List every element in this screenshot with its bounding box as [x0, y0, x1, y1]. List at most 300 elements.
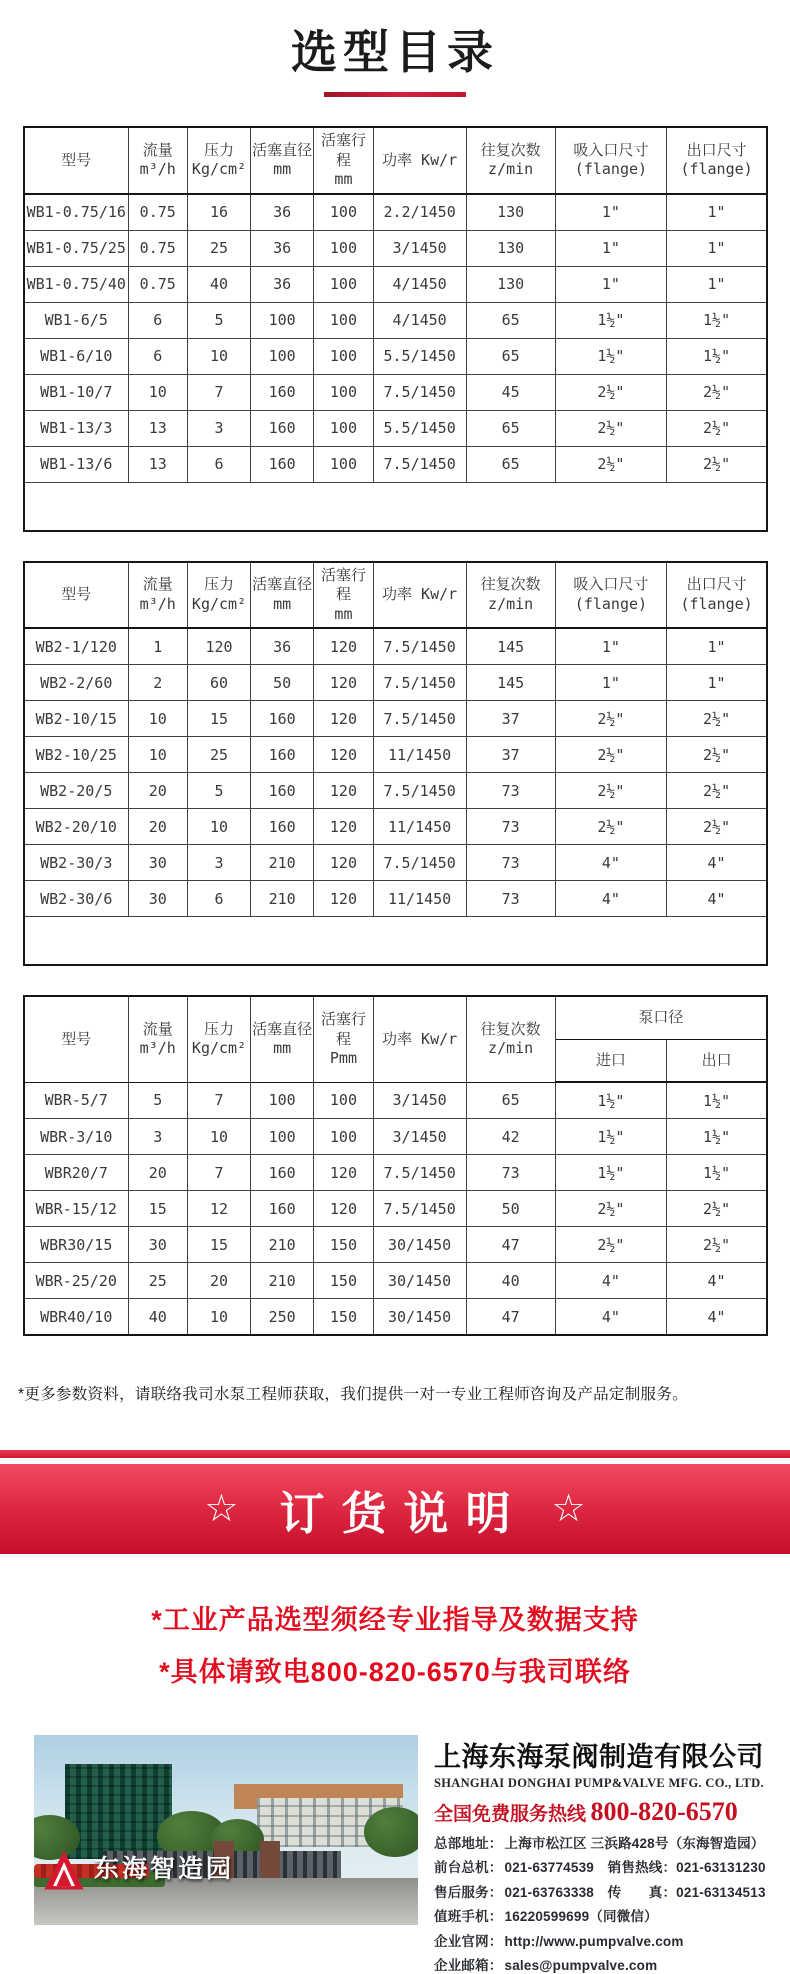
value-cell: 100	[251, 338, 314, 374]
value-cell: 7.5/1450	[373, 665, 466, 701]
value-cell: 3/1450	[373, 1082, 466, 1119]
value-cell: 36	[251, 230, 314, 266]
value-cell: 15	[187, 1227, 250, 1263]
value-cell: 4/1450	[373, 266, 466, 302]
value-cell: 160	[251, 737, 314, 773]
value-cell: 6	[128, 302, 187, 338]
value-cell: 2.2/1450	[373, 194, 466, 231]
value-cell: 2½"	[555, 446, 666, 482]
value-cell: 4"	[667, 1263, 767, 1299]
value-cell: 160	[251, 1155, 314, 1191]
star-icon: ☆	[551, 1488, 586, 1530]
value-cell: 100	[314, 338, 373, 374]
model-cell: WB2-10/15	[24, 701, 128, 737]
value-cell: 1"	[555, 230, 666, 266]
value-cell: 73	[466, 845, 555, 881]
value-cell: 73	[466, 773, 555, 809]
model-cell: WB1-0.75/40	[24, 266, 128, 302]
value-cell: 210	[251, 881, 314, 917]
column-header: 吸入口尺寸 (flange)	[555, 562, 666, 629]
order-banner	[0, 1464, 790, 1554]
empty-cell	[24, 482, 767, 531]
value-cell: 12	[187, 1191, 250, 1227]
value-cell: 10	[187, 809, 250, 845]
value-cell: 2½"	[555, 410, 666, 446]
table-row	[24, 1082, 767, 1119]
value-cell: 120	[314, 773, 373, 809]
contact-email	[434, 1954, 770, 1974]
contact-duty-mobile	[434, 1905, 770, 1925]
value-cell: 20	[128, 809, 187, 845]
notice-line-2: *具体请致电800-820-6570与我司联络	[159, 1657, 631, 1687]
model-cell: WB2-30/3	[24, 845, 128, 881]
value-cell: 45	[466, 374, 555, 410]
column-header: 功率 Kw/r	[373, 127, 466, 194]
value-cell: 36	[251, 194, 314, 231]
value-cell: 10	[128, 374, 187, 410]
value-cell: 1"	[555, 266, 666, 302]
value-cell: 65	[466, 302, 555, 338]
empty-row	[24, 917, 767, 966]
value-cell: 7	[187, 1082, 250, 1119]
contact-label: 企业官网：	[434, 1933, 503, 1949]
catalog-page	[0, 16, 790, 1974]
column-header: 流量 m³/h	[128, 127, 187, 194]
value-cell: 2½"	[667, 773, 767, 809]
table-row	[24, 1191, 767, 1227]
contact-phone-front-desk	[434, 1856, 770, 1876]
table-row	[24, 1263, 767, 1299]
value-cell: 1	[128, 628, 187, 665]
value-cell: 160	[251, 446, 314, 482]
model-cell: WB1-13/3	[24, 410, 128, 446]
title-underline	[324, 92, 466, 97]
value-cell: 120	[314, 628, 373, 665]
value-cell: 6	[128, 338, 187, 374]
model-cell: WBR20/7	[24, 1155, 128, 1191]
value-cell: 13	[128, 446, 187, 482]
value-cell: 100	[314, 1082, 373, 1119]
value-cell: 50	[466, 1191, 555, 1227]
value-cell: 3	[187, 845, 250, 881]
contact-label: 前台总机：	[434, 1860, 503, 1875]
hotline	[434, 1797, 770, 1827]
column-subheader: 进口	[555, 1039, 666, 1082]
column-header: 吸入口尺寸 (flange)	[555, 127, 666, 194]
value-cell: 73	[466, 809, 555, 845]
value-cell: 2½"	[667, 809, 767, 845]
model-cell: WB2-20/10	[24, 809, 128, 845]
model-cell: WBR-15/12	[24, 1191, 128, 1227]
value-cell: 0.75	[128, 194, 187, 231]
value-cell: 6	[187, 881, 250, 917]
value-cell: 1½"	[555, 1082, 666, 1119]
photo-caption: 东海智造园	[94, 1855, 235, 1883]
value-cell: 25	[187, 230, 250, 266]
value-cell: 42	[466, 1119, 555, 1155]
value-cell: 1½"	[555, 1119, 666, 1155]
table-row	[24, 881, 767, 917]
table-row	[24, 665, 767, 701]
column-header: 活塞行程 mm	[314, 127, 373, 194]
contact-label: 总部地址：	[434, 1835, 503, 1851]
contact-value: 上海市松江区 三浜路428号（东海智造园）	[504, 1835, 765, 1851]
column-header: 功率 Kw/r	[373, 996, 466, 1082]
factory-photo	[34, 1735, 418, 1925]
value-cell: 2½"	[667, 1227, 767, 1263]
value-cell: 30	[128, 881, 187, 917]
value-cell: 20	[187, 1263, 250, 1299]
value-cell: 11/1450	[373, 737, 466, 773]
model-cell: WBR-25/20	[24, 1263, 128, 1299]
value-cell: 5	[187, 302, 250, 338]
table-row	[24, 194, 767, 231]
empty-cell	[24, 917, 767, 966]
value-cell: 6	[187, 446, 250, 482]
value-cell: 7	[187, 1155, 250, 1191]
value-cell: 130	[466, 266, 555, 302]
value-cell: 7.5/1450	[373, 1155, 466, 1191]
model-cell: WB2-2/60	[24, 665, 128, 701]
column-header: 活塞行程 Pmm	[314, 996, 373, 1082]
company-name: 上海东海泵阀制造有限公司	[434, 1742, 764, 1772]
donghai-logo-icon	[41, 1847, 87, 1893]
value-cell: 4"	[555, 1299, 666, 1336]
table-row	[24, 374, 767, 410]
value-cell: 160	[251, 701, 314, 737]
value-cell: 11/1450	[373, 881, 466, 917]
value-cell: 120	[187, 628, 250, 665]
model-cell: WB1-0.75/25	[24, 230, 128, 266]
value-cell: 37	[466, 701, 555, 737]
value-cell: 100	[314, 410, 373, 446]
value-cell: 100	[314, 374, 373, 410]
value-cell: 150	[314, 1263, 373, 1299]
value-cell: 120	[314, 1191, 373, 1227]
table-row	[24, 773, 767, 809]
table-row	[24, 1119, 767, 1155]
contact-info	[434, 1735, 770, 1974]
value-cell: 1"	[667, 665, 767, 701]
column-header: 往复次数 z/min	[466, 562, 555, 629]
model-cell: WB1-6/10	[24, 338, 128, 374]
model-cell: WB1-10/7	[24, 374, 128, 410]
value-cell: 2½"	[667, 410, 767, 446]
value-cell: 5.5/1450	[373, 338, 466, 374]
value-cell: 160	[251, 410, 314, 446]
notice-line-1: *工业产品选型须经专业指导及数据支持	[151, 1605, 639, 1635]
value-cell: 5	[187, 773, 250, 809]
column-header: 往复次数 z/min	[466, 996, 555, 1082]
value-cell: 100	[314, 194, 373, 231]
value-cell: 2½"	[667, 374, 767, 410]
value-cell: 73	[466, 881, 555, 917]
value-cell: 7.5/1450	[373, 374, 466, 410]
model-cell: WBR-3/10	[24, 1119, 128, 1155]
contact-label: 值班手机：	[434, 1909, 503, 1924]
column-header: 流量 m³/h	[128, 996, 187, 1082]
value-cell: 100	[251, 1082, 314, 1119]
value-cell: 13	[128, 410, 187, 446]
value-cell: 20	[128, 1155, 187, 1191]
column-subheader: 出口	[667, 1039, 767, 1082]
contact-value: 021-63763338 传 真：021-63134513	[504, 1884, 766, 1900]
value-cell: 2	[128, 665, 187, 701]
value-cell: 10	[187, 1119, 250, 1155]
value-cell: 160	[251, 773, 314, 809]
value-cell: 3/1450	[373, 230, 466, 266]
value-cell: 100	[314, 1119, 373, 1155]
column-header: 出口尺寸 (flange)	[667, 562, 767, 629]
value-cell: 100	[251, 302, 314, 338]
value-cell: 100	[314, 230, 373, 266]
value-cell: 30/1450	[373, 1227, 466, 1263]
column-header: 型号	[24, 996, 128, 1082]
value-cell: 1½"	[667, 302, 767, 338]
value-cell: 25	[128, 1263, 187, 1299]
table-row	[24, 266, 767, 302]
value-cell: 47	[466, 1227, 555, 1263]
value-cell: 65	[466, 1082, 555, 1119]
model-cell: WBR-5/7	[24, 1082, 128, 1119]
value-cell: 50	[251, 665, 314, 701]
value-cell: 120	[314, 665, 373, 701]
value-cell: 160	[251, 1191, 314, 1227]
value-cell: 250	[251, 1299, 314, 1336]
model-cell: WB2-1/120	[24, 628, 128, 665]
contact-value: 021-63774539 销售热线：021-63131230	[504, 1860, 766, 1875]
value-cell: 7.5/1450	[373, 446, 466, 482]
column-header: 功率 Kw/r	[373, 562, 466, 629]
empty-row	[24, 482, 767, 531]
column-header: 活塞直径 mm	[251, 996, 314, 1082]
value-cell: 130	[466, 194, 555, 231]
column-header: 往复次数 z/min	[466, 127, 555, 194]
value-cell: 4"	[667, 881, 767, 917]
value-cell: 120	[314, 701, 373, 737]
value-cell: 3	[187, 410, 250, 446]
model-cell: WBR30/15	[24, 1227, 128, 1263]
value-cell: 4"	[667, 1299, 767, 1336]
table-row	[24, 628, 767, 665]
column-header: 活塞直径 mm	[251, 127, 314, 194]
star-icon: ☆	[204, 1488, 239, 1530]
value-cell: 4/1450	[373, 302, 466, 338]
model-cell: WB2-30/6	[24, 881, 128, 917]
value-cell: 37	[466, 737, 555, 773]
value-cell: 100	[314, 266, 373, 302]
value-cell: 145	[466, 665, 555, 701]
table-row	[24, 410, 767, 446]
value-cell: 5.5/1450	[373, 410, 466, 446]
value-cell: 1½"	[667, 1155, 767, 1191]
value-cell: 120	[314, 845, 373, 881]
value-cell: 160	[251, 809, 314, 845]
contact-address	[434, 1832, 770, 1852]
value-cell: 30/1450	[373, 1299, 466, 1336]
spec-table-wb1	[23, 126, 768, 532]
contact-website	[434, 1930, 770, 1950]
value-cell: 0.75	[128, 266, 187, 302]
value-cell: 100	[314, 302, 373, 338]
hotline-label: 全国免费服务热线	[434, 1804, 587, 1825]
value-cell: 30	[128, 1227, 187, 1263]
value-cell: 2½"	[555, 773, 666, 809]
value-cell: 47	[466, 1299, 555, 1336]
value-cell: 11/1450	[373, 809, 466, 845]
value-cell: 1"	[667, 266, 767, 302]
value-cell: 2½"	[667, 701, 767, 737]
value-cell: 4"	[555, 881, 666, 917]
value-cell: 25	[187, 737, 250, 773]
value-cell: 65	[466, 410, 555, 446]
contact-label: 企业邮箱：	[434, 1958, 503, 1973]
value-cell: 7	[187, 374, 250, 410]
banner-ribbon-strip	[0, 1450, 790, 1458]
value-cell: 40	[128, 1299, 187, 1336]
value-cell: 0.75	[128, 230, 187, 266]
value-cell: 15	[187, 701, 250, 737]
value-cell: 1½"	[555, 302, 666, 338]
value-cell: 10	[187, 338, 250, 374]
table-row	[24, 701, 767, 737]
value-cell: 65	[466, 338, 555, 374]
value-cell: 1"	[667, 230, 767, 266]
value-cell: 15	[128, 1191, 187, 1227]
column-header: 流量 m³/h	[128, 562, 187, 629]
table-row	[24, 1227, 767, 1263]
value-cell: 10	[187, 1299, 250, 1336]
model-cell: WB2-20/5	[24, 773, 128, 809]
value-cell: 5	[128, 1082, 187, 1119]
model-cell: WBR40/10	[24, 1299, 128, 1336]
table-row	[24, 446, 767, 482]
value-cell: 73	[466, 1155, 555, 1191]
value-cell: 120	[314, 809, 373, 845]
table-row	[24, 845, 767, 881]
company-name-en: SHANGHAI DONGHAI PUMP&VALVE MFG. CO., LTD.	[434, 1776, 764, 1790]
value-cell: 7.5/1450	[373, 773, 466, 809]
green-glass-building	[65, 1764, 173, 1859]
value-cell: 120	[314, 1155, 373, 1191]
value-cell: 210	[251, 1263, 314, 1299]
tree	[364, 1807, 418, 1856]
value-cell: 145	[466, 628, 555, 665]
column-header: 型号	[24, 562, 128, 629]
value-cell: 36	[251, 628, 314, 665]
column-header: 活塞直径 mm	[251, 562, 314, 629]
tables-section	[0, 126, 790, 1404]
value-cell: 10	[128, 701, 187, 737]
value-cell: 120	[314, 881, 373, 917]
model-cell: WB1-13/6	[24, 446, 128, 482]
value-cell: 4"	[667, 845, 767, 881]
value-cell: 1"	[667, 194, 767, 231]
contact-after-sales	[434, 1881, 770, 1901]
model-cell: WB2-10/25	[24, 737, 128, 773]
value-cell: 2½"	[555, 374, 666, 410]
value-cell: 7.5/1450	[373, 701, 466, 737]
value-cell: 60	[187, 665, 250, 701]
value-cell: 3	[128, 1119, 187, 1155]
value-cell: 20	[128, 773, 187, 809]
value-cell: 1"	[555, 628, 666, 665]
column-header: 活塞行程 mm	[314, 562, 373, 629]
value-cell: 1½"	[667, 338, 767, 374]
value-cell: 40	[187, 266, 250, 302]
column-header: 压力 Kg/cm²	[187, 127, 250, 194]
table-row	[24, 1299, 767, 1336]
value-cell: 1"	[555, 194, 666, 231]
value-cell: 7.5/1450	[373, 845, 466, 881]
table-row	[24, 302, 767, 338]
value-cell: 16	[187, 194, 250, 231]
hotline-number: 800-820-6570	[590, 1797, 738, 1826]
value-cell: 2½"	[555, 737, 666, 773]
table-row	[24, 737, 767, 773]
value-cell: 210	[251, 845, 314, 881]
spec-table-wb2	[23, 561, 768, 967]
value-cell: 1½"	[555, 338, 666, 374]
value-cell: 160	[251, 374, 314, 410]
value-cell: 40	[466, 1263, 555, 1299]
footer	[34, 1735, 770, 1974]
value-cell: 1"	[555, 665, 666, 701]
value-cell: 36	[251, 266, 314, 302]
value-cell: 7.5/1450	[373, 1191, 466, 1227]
value-cell: 100	[314, 446, 373, 482]
table-row	[24, 809, 767, 845]
table-row	[24, 338, 767, 374]
value-cell: 150	[314, 1299, 373, 1336]
value-cell: 2½"	[555, 701, 666, 737]
order-banner-title: 订货说明	[279, 1487, 528, 1539]
column-header: 出口尺寸 (flange)	[667, 127, 767, 194]
value-cell: 2½"	[555, 1191, 666, 1227]
value-cell: 2½"	[555, 809, 666, 845]
model-cell: WB1-0.75/16	[24, 194, 128, 231]
contact-value: 16220599699（同微信）	[504, 1909, 658, 1924]
spec-table-wbr	[23, 995, 768, 1336]
footnote: *更多参数资料，请联络我司水泵工程师获取，我们提供一对一专业工程师咨询及产品定制服务。	[18, 1386, 688, 1403]
value-cell: 30/1450	[373, 1263, 466, 1299]
value-cell: 130	[466, 230, 555, 266]
value-cell: 100	[251, 1119, 314, 1155]
model-cell: WB1-6/5	[24, 302, 128, 338]
value-cell: 2½"	[667, 737, 767, 773]
value-cell: 2½"	[667, 1191, 767, 1227]
contact-label: 售后服务：	[434, 1884, 503, 1900]
value-cell: 7.5/1450	[373, 628, 466, 665]
value-cell: 4"	[555, 1263, 666, 1299]
table-row	[24, 1155, 767, 1191]
value-cell: 210	[251, 1227, 314, 1263]
column-header: 压力 Kg/cm²	[187, 562, 250, 629]
email-link[interactable]: sales@pumpvalve.com	[504, 1958, 658, 1973]
column-header: 压力 Kg/cm²	[187, 996, 250, 1082]
value-cell: 1½"	[667, 1082, 767, 1119]
value-cell: 150	[314, 1227, 373, 1263]
table-row	[24, 230, 767, 266]
value-cell: 1½"	[555, 1155, 666, 1191]
column-header: 型号	[24, 127, 128, 194]
website-link[interactable]: http://www.pumpvalve.com	[504, 1933, 684, 1949]
value-cell: 65	[466, 446, 555, 482]
value-cell: 2½"	[555, 1227, 666, 1263]
value-cell: 1½"	[667, 1119, 767, 1155]
value-cell: 1"	[667, 628, 767, 665]
value-cell: 3/1450	[373, 1119, 466, 1155]
